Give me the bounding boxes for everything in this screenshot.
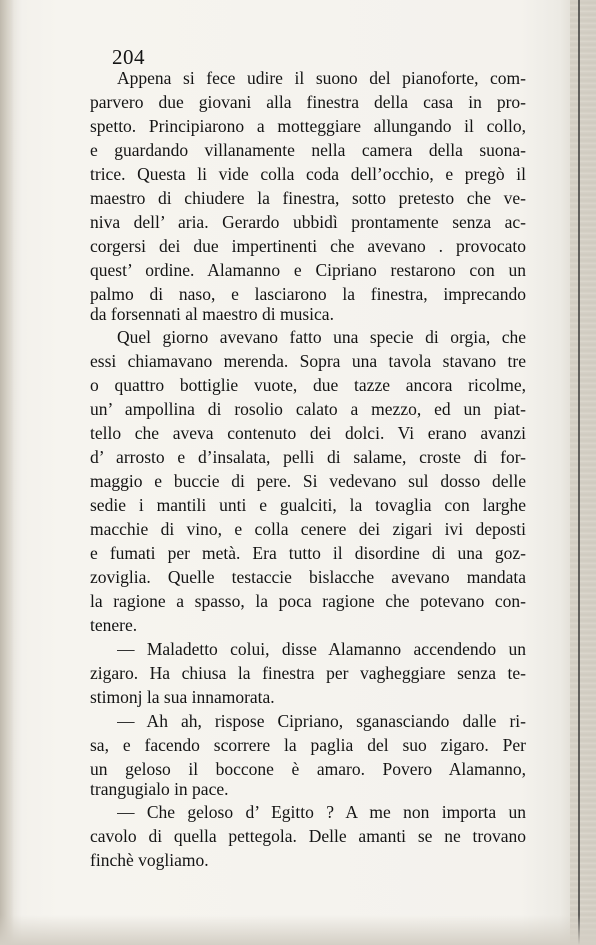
text-line: un geloso il boccone è amaro. Povero Alamanno, (90, 759, 526, 779)
text-line: quest’ ordine. Alamanno e Cipriano restarono con un (90, 260, 526, 280)
text-line: d’ arrosto e d’insalata, pelli di salame, croste di for- (90, 447, 526, 467)
text-line: trangugialo in pace. (90, 779, 229, 799)
text-line: palmo di naso, e lasciarono la finestra, imprecando (90, 284, 526, 304)
text-line: finchè vogliamo. (90, 850, 209, 870)
page-number: 204 (112, 45, 145, 69)
text-line: zoviglia. Quelle testaccie bislacche avevano mandata (90, 567, 526, 587)
text-line: cavolo di quella pettegola. Delle amanti se ne trovano (90, 826, 526, 846)
text-line: — Maladetto colui, disse Alamanno accendendo un (117, 639, 526, 659)
text-line: — Che geloso d’ Egitto ? A me non importa un (117, 802, 526, 822)
text-line: parvero due giovani alla finestra della casa in pro- (90, 92, 526, 112)
text-line: niva dell’ aria. Gerardo ubbidì prontamente senza ac- (90, 212, 526, 232)
text-line: da forsennati al maestro di musica. (90, 304, 334, 324)
text-line: Quel giorno avevano fatto una specie di orgia, che (117, 327, 526, 347)
text-line: sedie i mantili unti e gualciti, la tovaglia con larghe (90, 495, 526, 515)
text-line: essi chiamavano merenda. Sopra una tavola stavano tre (90, 351, 526, 371)
text-line: un’ ampollina di rosolio calato a mezzo, ed un piat- (90, 399, 526, 419)
text-line: o quattro bottiglie vuote, due tazze ancora ricolme, (90, 375, 526, 395)
text-line: maggio e buccie di pere. Si vedevano sul dosso delle (90, 471, 526, 491)
text-line: trice. Questa li vide colla coda dell’occhio, e pregò il (90, 164, 526, 184)
text-line: e guardando villanamente nella camera della suona- (90, 140, 526, 160)
text-line: stimonj la sua innamorata. (90, 687, 275, 707)
text-line: macchie di vino, e colla cenere dei zigari ivi deposti (90, 519, 526, 539)
text-line: la ragione a spasso, la poca ragione che potevano con- (90, 591, 526, 611)
text-line: — Ah ah, rispose Cipriano, sganasciando dalle ri- (117, 711, 526, 731)
text-line: zigaro. Ha chiusa la finestra per vagheggiare senza te- (90, 663, 526, 683)
text-line: spetto. Principiarono a motteggiare allungando il collo, (90, 116, 526, 136)
text-line: e fumati per metà. Era tutto il disordine di una goz- (90, 543, 526, 563)
text-line: tello che aveva contenuto dei dolci. Vi erano avanzi (90, 423, 526, 443)
text-line: tenere. (90, 615, 138, 635)
text-line: sa, e facendo scorrere la paglia del suo zigaro. Per (90, 735, 526, 755)
text-line: corgersi dei due impertinenti che avevano . provocato (90, 236, 526, 256)
text-line: Appena si fece udire il suono del pianoforte, com- (117, 68, 526, 88)
text-line: maestro di chiudere la finestra, sotto pretesto che ve- (90, 188, 526, 208)
